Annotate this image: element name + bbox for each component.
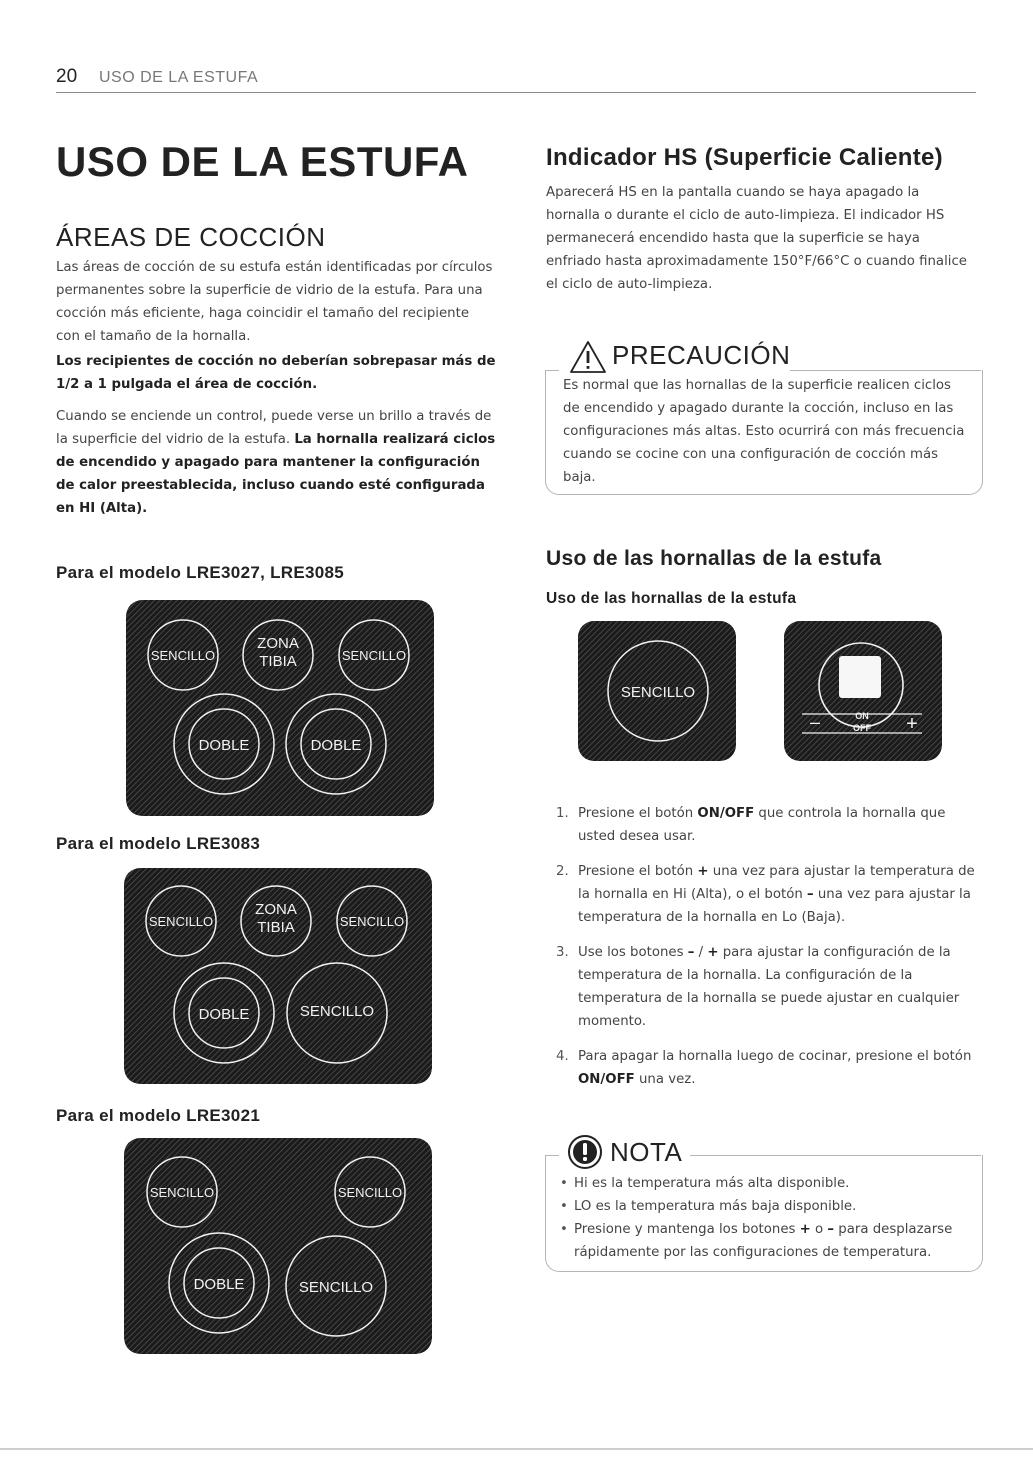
steps-list	[546, 802, 976, 1103]
burner-label: DOBLE	[193, 1276, 245, 1293]
cooktop-diagram-1	[126, 600, 434, 816]
burner-label: TIBIA	[259, 653, 297, 670]
hs-paragraph: Aparecerá HS en la pantalla cuando se haya apagado la hornalla o durante el ciclo de auto-limpieza. El indicador HS permanecerá encendido hasta que la superficie se haya enfriado hasta aproximadamente 150°F/66°C o cuando finalice el ciclo de auto-limpieza.	[546, 185, 967, 292]
burner-label: SENCILLO	[337, 1185, 403, 1200]
areas-paragraph-2	[56, 405, 496, 520]
burners-subheading: Uso de las hornallas de la estufa	[546, 590, 797, 607]
list-item: • Presione y mantenga los botones + o – para desplazarse rápidamente por las configuraciones de temperatura.	[560, 1218, 978, 1264]
note-list	[560, 1172, 978, 1264]
caution-label: PRECAUCIÓN	[612, 340, 791, 370]
burner-label: ZONA	[257, 635, 299, 652]
list-item: 4. Para apagar la hornalla luego de cocinar, presione el botón ON/OFF una vez.	[556, 1049, 972, 1087]
list-item: • Hi es la temperatura más alta disponible.	[560, 1172, 978, 1195]
burner-diagram	[578, 621, 736, 761]
areas-p2-text: Cuando se enciende un control, puede verse un brillo a través de la superficie del vidrio de la estufa.	[56, 409, 492, 447]
burner-label: DOBLE	[310, 737, 362, 754]
list-item: • LO es la temperatura más baja disponible.	[560, 1195, 978, 1218]
caution-box-top-left	[545, 370, 559, 371]
caution-text: Es normal que las hornallas de la superficie realicen ciclos de encendido y apagado durante la cocción, incluso en las configuraciones más altas. Esto ocurrirá con más frecuencia cuando se cocine con una configuración de cocción más baja.	[563, 378, 965, 485]
areas-p2-bold: La hornalla realizará ciclos de encendido y apagado para mantener la configuración de calor preestablecida, incluso cuando esté configurada en HI (Alta).	[56, 432, 496, 516]
areas-heading: ÁREAS DE COCCIÓN	[56, 222, 326, 252]
burner-label: SENCILLO	[149, 1185, 215, 1200]
page-title: USO DE LA ESTUFA	[56, 138, 469, 185]
model-title-1: Para el modelo LRE3027, LRE3085	[56, 563, 345, 582]
bottom-rule	[0, 1448, 1033, 1450]
areas-paragraph: Las áreas de cocción de su estufa están identificadas por círculos permanentes sobre la superficie de vidrio de la estufa. Para una cocción más eficiente, haga coincidir el tamaño del recipiente con el tamaño de la hornalla.	[56, 260, 493, 344]
cooktop-diagram-2	[124, 868, 432, 1084]
burner-label: DOBLE	[198, 737, 250, 754]
note-box-top-right	[690, 1155, 981, 1156]
burner-label: DOBLE	[198, 1006, 250, 1023]
note-box-top-left	[545, 1155, 559, 1156]
burner-label: ZONA	[255, 901, 297, 918]
control-diagram	[784, 621, 942, 761]
header-section-title: USO DE LA ESTUFA	[99, 69, 259, 86]
minus-label: –	[809, 712, 821, 732]
plus-label: +	[906, 713, 918, 735]
burner-label: SENCILLO	[148, 914, 214, 929]
model-title-2: Para el modelo LRE3083	[56, 834, 261, 853]
on-label: ON	[855, 711, 869, 721]
list-item: 3. Use los botones – / + para ajustar la configuración de la temperatura de la hornalla. La configuración de la temperatura de la hornalla se puede ajustar en cualquier momento.	[556, 945, 960, 1029]
page-number: 20	[56, 66, 78, 87]
exclamation-icon	[567, 1134, 603, 1170]
list-item: 1. Presione el botón ON/OFF que controla la hornalla que usted desea usar.	[556, 806, 946, 844]
off-label: OFF	[853, 723, 871, 733]
hs-heading: Indicador HS (Superficie Caliente)	[546, 144, 943, 171]
areas-warning: Los recipientes de cocción no deberían sobrepasar más de 1/2 a 1 pulgada el área de cocción.	[56, 354, 496, 392]
model-title-3: Para el modelo LRE3021	[56, 1106, 261, 1125]
burner-label: SENCILLO	[339, 914, 405, 929]
note-label: NOTA	[610, 1137, 683, 1167]
burner-label: SENCILLO	[299, 1003, 375, 1020]
list-item: 2. Presione el botón + una vez para ajustar la temperatura de la hornalla en Hi (Alta), o el botón – una vez para ajustar la temperatura de la hornalla en Lo (Baja).	[556, 864, 975, 925]
burner-label: SENCILLO	[150, 648, 216, 663]
burner-label: SENCILLO	[620, 684, 696, 701]
burner-label: SENCILLO	[341, 648, 407, 663]
cooktop-diagram-3	[124, 1138, 432, 1354]
burner-label: TIBIA	[257, 919, 295, 936]
caution-box-top-right	[790, 370, 981, 371]
warning-icon	[569, 340, 607, 374]
burners-heading: Uso de las hornallas de la estufa	[546, 547, 882, 570]
page-header	[56, 66, 976, 93]
burner-label: SENCILLO	[298, 1279, 374, 1296]
